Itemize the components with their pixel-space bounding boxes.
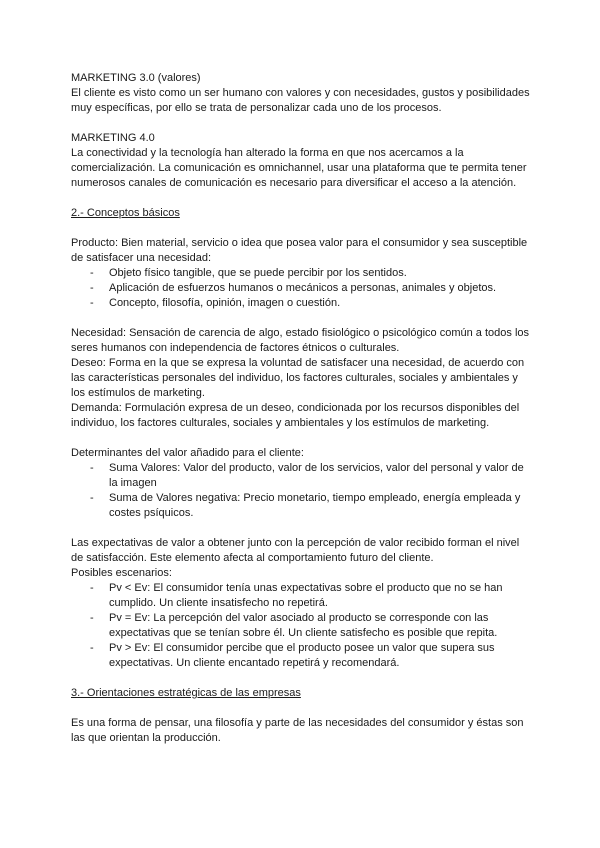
marketing-3-text: El cliente es visto como un ser humano con valores y con necesidades, gustos y posibilidades muy específicas, por ello se trata de personalizar cada uno de los procesos. (71, 87, 530, 114)
escenarios-title: Posibles escenarios: (71, 567, 172, 579)
section-2-heading: 2.- Conceptos básicos (71, 207, 180, 219)
definitions-section (71, 326, 531, 431)
list-item: - Objeto físico tangible, que se puede percibir por los sentidos. (71, 266, 531, 281)
orientaciones-section (71, 716, 531, 746)
marketing-4-text: La conectividad y la tecnología han alterado la forma en que nos acercamos a la comercialización. La comunicación es omnichannel, usar una plataforma que te permita tener numerosos canales de comunicación es necesario para diversificar el acceso a la atención. (71, 147, 527, 189)
list-item: - Suma Valores: Valor del producto, valor de los servicios, valor del personal y valor de la imagen (71, 461, 531, 491)
section-3-heading: 3.- Orientaciones estratégicas de las empresas (71, 687, 301, 699)
marketing-3-title: MARKETING 3.0 (valores) (71, 72, 201, 84)
determinantes-title: Determinantes del valor añadido para el cliente: (71, 447, 304, 459)
marketing-4-title: MARKETING 4.0 (71, 132, 155, 144)
necesidad-definition: Necesidad: Sensación de carencia de algo, estado fisiológico o psicológico común a todos los seres humanos con independencia de factores étnicos o culturales. (71, 327, 530, 354)
orientaciones-text: Es una forma de pensar, una filosofía y parte de las necesidades del consumidor y éstas son las que orientan la producción. (71, 717, 524, 744)
producto-list (71, 266, 531, 311)
document-body (71, 71, 531, 761)
list-item: - Pv = Ev: La percepción del valor asociado al producto se corresponde con las expectativas que se tenían sobre él. Un cliente satisfecho es posible que repita. (71, 611, 531, 641)
producto-section (71, 236, 531, 311)
producto-definition: Producto: Bien material, servicio o idea que posea valor para el consumidor y sea susceptible de satisfacer una necesidad: (71, 237, 528, 264)
determinantes-section (71, 446, 531, 521)
deseo-definition: Deseo: Forma en la que se expresa la voluntad de satisfacer una necesidad, de acuerdo con las características personales del individuo, los factores culturales, sociales y ambientales y los estímulos de marketing. (71, 357, 525, 399)
expectativas-text: Las expectativas de valor a obtener junto con la percepción de valor recibido forman el nivel de satisfacción. Este elemento afecta al comportamiento futuro del cliente. (71, 537, 520, 564)
determinantes-list (71, 461, 531, 521)
marketing-3-section (71, 71, 531, 116)
list-item: - Pv > Ev: El consumidor percibe que el producto posee un valor que supera sus expectativas. Un cliente encantado repetirá y recomendará. (71, 641, 531, 671)
demanda-definition: Demanda: Formulación expresa de un deseo, condicionada por los recursos disponibles del individuo, los factores culturales, sociales y ambientales y los estímulos de marketing. (71, 402, 520, 429)
list-item: - Concepto, filosofía, opinión, imagen o cuestión. (71, 296, 531, 311)
list-item: - Pv < Ev: El consumidor tenía unas expectativas sobre el producto que no se han cumplido. Un cliente insatisfecho no repetirá. (71, 581, 531, 611)
list-item: - Aplicación de esfuerzos humanos o mecánicos a personas, animales y objetos. (71, 281, 531, 296)
escenarios-list (71, 581, 531, 671)
list-item: - Suma de Valores negativa: Precio monetario, tiempo empleado, energía empleada y costes psíquicos. (71, 491, 531, 521)
marketing-4-section (71, 131, 531, 191)
expectativas-section (71, 536, 531, 671)
